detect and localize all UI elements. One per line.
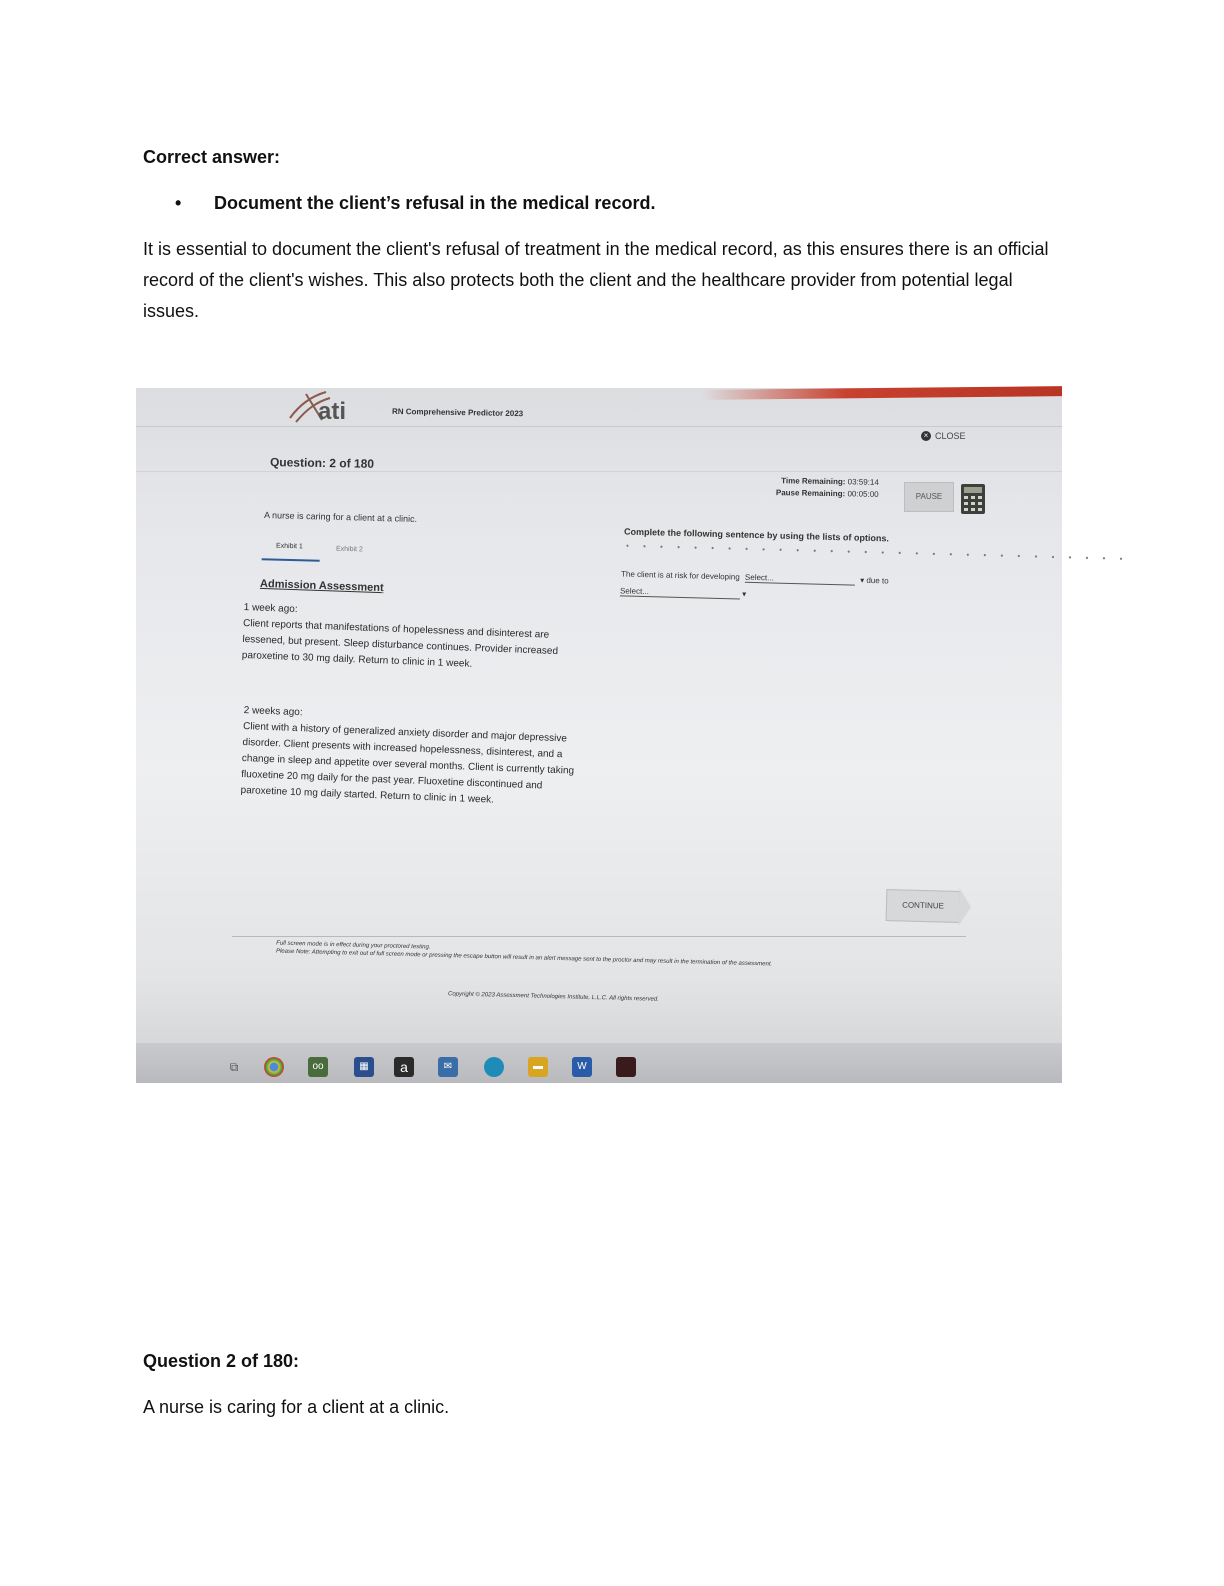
- ati-logo-text: ati: [318, 398, 347, 425]
- folder-icon[interactable]: ▬: [528, 1057, 548, 1077]
- test-title: RN Comprehensive Predictor 2023: [391, 406, 524, 419]
- question-stem: A nurse is caring for a client at a clinic.: [143, 1397, 450, 1417]
- continue-button[interactable]: CONTINUE: [886, 889, 961, 923]
- note-text: Client with a history of generalized anxiety disorder and major depressive disorder. Client presents with increased hopelessness, disinterest, and a change in sleep and appetite over several months. Client is currently taking fluoxetine 20 mg daily for the past year. Fluoxetine discontinued and paroxetine 10 mg daily started. Return to clinic in 1 week.: [240, 720, 575, 806]
- pause-button[interactable]: PAUSE: [904, 482, 954, 512]
- question-stem-screen: A nurse is caring for a client at a clinic.: [263, 509, 418, 525]
- fullscreen-notice-line2: Please Note: Attempting to exit out of full screen mode or pressing the escape button will result in an alert message sent to the proctor and may result in the termination of the assessment.: [275, 948, 773, 968]
- dotted-separator: • • • • • • • • • • • • • • • • • • • • • • • • • • • • • •: [625, 541, 1129, 564]
- close-label: CLOSE: [935, 431, 966, 441]
- cloze-sentence-line2: [620, 586, 746, 599]
- footer-divider: [232, 936, 966, 937]
- fullscreen-notice: [276, 940, 773, 969]
- question-instructions: Complete the following sentence by using the lists of options.: [623, 526, 890, 544]
- header-divider: [136, 426, 1062, 427]
- tab-exhibit-2[interactable]: Exhibit 2: [335, 545, 363, 554]
- time-remaining-value: 03:59:14: [847, 477, 879, 487]
- close-button[interactable]: [921, 431, 966, 441]
- amazon-icon[interactable]: a: [394, 1057, 414, 1077]
- note-timestamp: 1 week ago:: [243, 601, 298, 616]
- note-text: Client reports that manifestations of hopelessness and disinterest are lessened, but present. Sleep disturbance continues. Provider increased paroxetine to 30 mg daily. Return to clinic in 1 week.: [241, 617, 559, 670]
- fullscreen-notice-line1: Full screen mode is in effect during your proctored testing.: [276, 940, 431, 951]
- copyright-text: Copyright © 2023 Assessment Technologies Institute, L.L.C. All rights reserved.: [447, 991, 659, 1003]
- header-divider: [136, 471, 1062, 472]
- pause-remaining-value: 00:05:00: [847, 489, 879, 499]
- chrome-icon[interactable]: [264, 1057, 284, 1077]
- note-timestamp: 2 weeks ago:: [243, 704, 303, 719]
- question-heading: Question 2 of 180:: [143, 1351, 300, 1371]
- select-dropdown-1[interactable]: Select...: [745, 573, 855, 586]
- note-2-weeks-ago: [240, 703, 579, 812]
- exam-screenshot-photo: [136, 388, 1129, 1083]
- tripadvisor-icon[interactable]: oo: [308, 1057, 328, 1077]
- mail-icon[interactable]: ✉: [438, 1057, 458, 1077]
- timer-block: [776, 475, 879, 501]
- chevron-down-icon: ▾: [860, 575, 865, 585]
- correct-answer-item: [175, 188, 655, 219]
- edge-icon[interactable]: [484, 1057, 504, 1077]
- tab-exhibit-1[interactable]: Exhibit 1: [275, 542, 303, 551]
- correct-answer-heading: Correct answer:: [143, 147, 281, 167]
- question-counter: Question: 2 of 180: [269, 455, 375, 471]
- explanation-paragraph: It is essential to document the client's refusal of treatment in the medical record, as this ensures there is an official record of the client's wishes. This also protects both the client and the healthcare provider from potential legal issues.: [143, 239, 1049, 321]
- select-dropdown-2[interactable]: Select...: [620, 586, 740, 599]
- bullet-icon: •: [175, 193, 182, 213]
- task-view-icon[interactable]: ⧉: [229, 1060, 239, 1074]
- admission-assessment-title: Admission Assessment: [259, 577, 384, 595]
- chevron-down-icon: ▾: [742, 589, 747, 599]
- close-icon: ×: [921, 431, 931, 441]
- word-icon[interactable]: W: [572, 1057, 592, 1077]
- sentence-mid: due to: [866, 575, 889, 586]
- sentence-start: The client is at risk for developing: [620, 569, 740, 582]
- pause-remaining-label: Pause Remaining:: [775, 488, 846, 499]
- windows-taskbar: [136, 1043, 1062, 1083]
- time-remaining-label: Time Remaining:: [781, 476, 846, 487]
- correct-answer-text: Document the client’s refusal in the medical record.: [214, 193, 656, 213]
- note-1-week-ago: [242, 600, 580, 677]
- app-icon[interactable]: [616, 1057, 636, 1077]
- calculator-icon[interactable]: [961, 484, 985, 514]
- browser-red-bar: [702, 386, 1062, 400]
- store-icon[interactable]: ▦: [354, 1057, 374, 1077]
- cloze-sentence: [621, 569, 889, 586]
